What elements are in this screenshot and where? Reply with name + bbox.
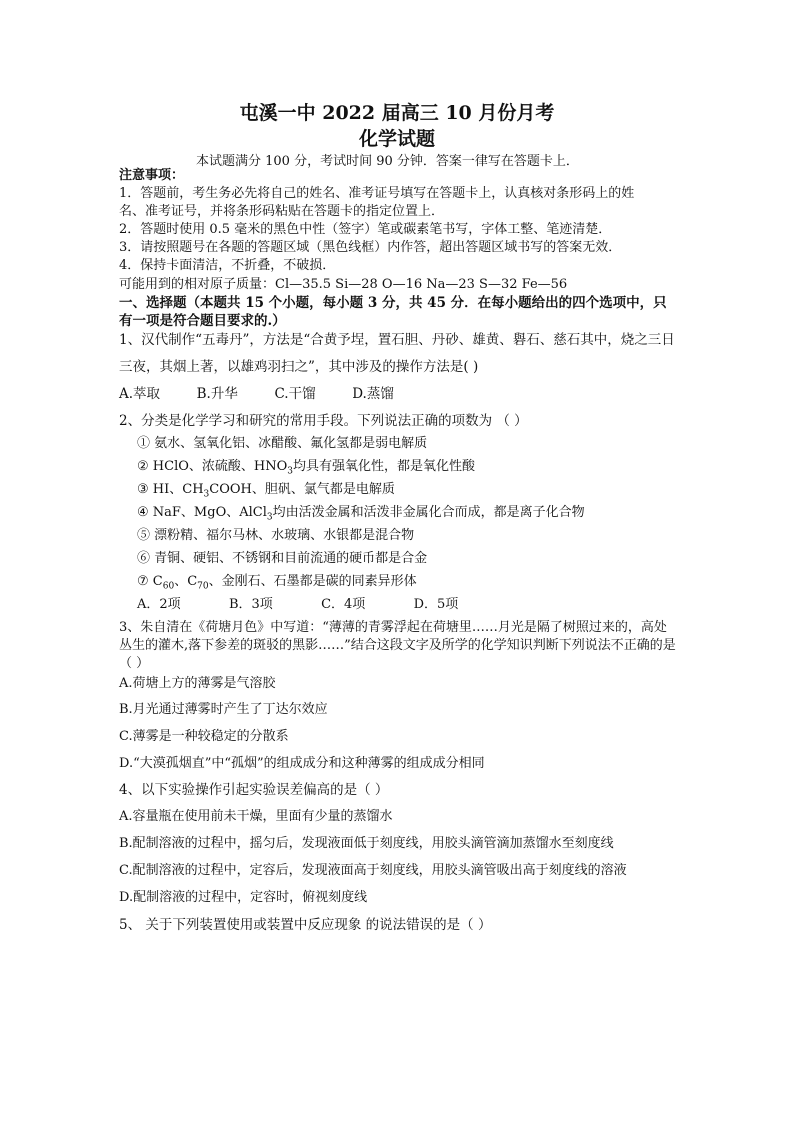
question-4-stem: 4、以下实验操作引起实验误差偏高的是（ ） — [119, 782, 389, 798]
option-c: C.干馏 — [274, 386, 316, 402]
q4-option-d: D.配制溶液的过程中，定容时，俯视刻度线 — [119, 890, 368, 905]
q2-item-5: ⑤ 漂粉精、福尔马林、水玻璃、水银都是混合物 — [137, 528, 415, 543]
question-5-stem: 5、 关于下列装置使用或装置中反应现象 的说法错误的是（ ） — [119, 917, 492, 933]
q4-option-c: C.配制溶液的过程中，定容后，发现液面高于刻度线，用胶头滴管吸出高于刻度线的溶液 — [119, 863, 627, 878]
note-line: 3．请按照题号在各题的答题区域（黑色线框）内作答，超出答题区域书写的答案无效． — [119, 240, 622, 255]
q3-option-c: C.薄雾是一种较稳定的分散系 — [119, 729, 289, 744]
q2-item-3: ③ HI、$CH_3COOH$、胆矾、氯气都是电解质 — [137, 482, 395, 500]
notes-heading: 注意事项： — [119, 168, 185, 183]
note-line: 2．答题时使用 0.5 毫米的黑色中性（签字）笔或碳素笔书写，字体工整、笔迹清楚． — [119, 222, 612, 237]
exam-intro: 本试题满分 100 分，考试时间 90 分钟．答案一律写在答题卡上． — [196, 154, 579, 169]
option-b: B．3项 — [228, 597, 273, 612]
note-line: 名、准考证号，并将条形码粘贴在答题卡的指定位置上． — [119, 204, 445, 219]
q2-item-4: ④ NaF、MgO、AlCl$_3$均由活泼金属和活泼非金属化合而成，都是离子化合物 — [137, 505, 585, 523]
option-a: A．2项 — [137, 597, 181, 612]
q2-item-2: ② HClO、浓硫酸、$HNO_3$均具有强氧化性，都是氧化性酸 — [137, 459, 476, 477]
question-2-options — [137, 596, 458, 614]
q2-item-6: ⑥ 青铜、硬铝、不锈钢和目前流通的硬币都是合金 — [137, 551, 428, 566]
option-b: B.升华 — [196, 386, 238, 402]
question-1-options — [119, 385, 394, 403]
q2-item-1: ① 氨水、氢氧化铝、冰醋酸、氟化氢都是弱电解质 — [137, 436, 428, 451]
question-3-stem: 3、朱自清在《荷塘月色》中写道：“薄薄的青雾浮起在荷塘里……月光是隔了树照过来的，高处丛生的灌木,落下参差的斑驳的黑影……”结合这段文字及所学的化学知识判断下列说法不正确的是 （ ） — [119, 620, 676, 671]
q3-option-d: D.“大漠孤烟直”中“孤烟”的组成成分和这种薄雾的组成成分相同 — [119, 756, 485, 771]
page-title: 屯溪一中 2022 届高三 10 月份月考 — [239, 102, 555, 124]
page-subtitle: 化学试题 — [358, 128, 435, 150]
option-a: A.萃取 — [119, 386, 161, 402]
option-d: D.蒸馏 — [352, 386, 394, 402]
note-line: 1．答题前，考生务必先将自己的姓名、准考证号填写在答题卡上，认真核对条形码上的姓 — [119, 186, 635, 201]
option-c: C．4项 — [321, 597, 366, 612]
q3-option-a: A.荷塘上方的薄雾是气溶胶 — [119, 676, 276, 691]
option-d: D．5项 — [413, 597, 459, 612]
q4-option-b: B.配制溶液的过程中，摇匀后，发现液面低于刻度线，用胶头滴管滴加蒸馏水至刻度线 — [119, 836, 614, 851]
q3-option-b: B.月光通过薄雾时产生了丁达尔效应 — [119, 702, 328, 717]
q4-option-a: A.容量瓶在使用前未干燥，里面有少量的蒸馏水 — [119, 809, 393, 824]
atomic-masses: 可能用到的相对原子质量：Cl—35.5 Si—28 O—16 Na—23 S—32 Fe—56 — [119, 277, 568, 292]
section-heading: 一、选择题（本题共 15 个小题，每小题 3 分，共 45 分．在每小题给出的四个选项中，只有一项是符合题目要求的.） — [119, 295, 667, 329]
question-2-stem: 2、分类是化学学习和研究的常用手段。下列说法正确的项数为 （ ） — [119, 413, 528, 429]
q2-item-7: ⑦ $C_{60}$、$C_{70}$、金刚石、石墨都是碳的同素异形体 — [137, 574, 417, 592]
note-line: 4．保持卡面清洁，不折叠，不破损． — [119, 258, 336, 273]
question-1-stem: 1、汉代制作“五毒丹”，方法是“合黄予埕，置石胆、丹砂、雄黄、礜石、慈石其中，烧之三日三夜，其烟上著，以雄鸡羽扫之”，其中涉及的操作方法是( ) — [119, 332, 675, 375]
